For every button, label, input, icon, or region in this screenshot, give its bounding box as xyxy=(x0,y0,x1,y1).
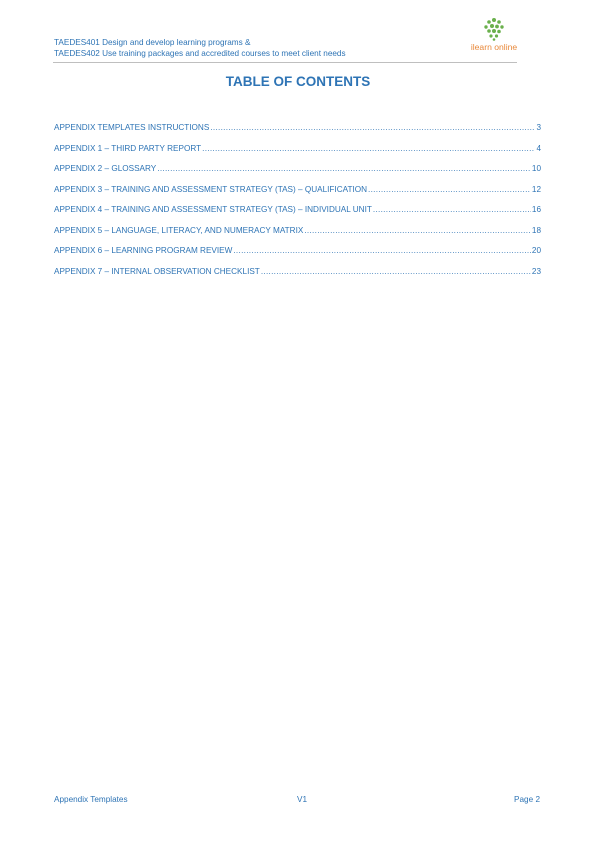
toc-entry-appendix-3[interactable] xyxy=(54,185,541,206)
toc-entry-appendix-7[interactable] xyxy=(54,267,541,288)
header-divider xyxy=(53,62,517,63)
toc-entry-label: APPENDIX 7 – INTERNAL OBSERVATION CHECKLIST xyxy=(54,266,260,276)
toc-dot-leader xyxy=(261,267,531,276)
toc-dot-leader xyxy=(202,144,535,153)
leaf-cluster-icon xyxy=(481,17,507,41)
toc-entry-page: 20 xyxy=(531,246,541,255)
toc-entry-page: 18 xyxy=(531,225,541,235)
ilearn-logo xyxy=(466,17,522,57)
toc-dot-leader xyxy=(373,205,531,214)
toc-entry-label: APPENDIX 4 – TRAINING AND ASSESSMENT STRATEGY (TAS) – INDIVIDUAL UNIT xyxy=(54,205,372,214)
toc-entry-appendix-1[interactable] xyxy=(54,144,541,165)
toc-entry-page: 10 xyxy=(531,164,541,173)
toc-entry-label: APPENDIX 1 – THIRD PARTY REPORT xyxy=(54,143,202,153)
toc-entry-appendix-4[interactable] xyxy=(54,205,541,226)
toc-dot-leader xyxy=(304,226,531,235)
toc-dot-leader xyxy=(368,185,531,194)
footer-page-number: Page 2 xyxy=(514,795,540,804)
toc-entry-label: APPENDIX 5 – LANGUAGE, LITERACY, AND NUMERACY MATRIX xyxy=(54,225,304,235)
toc-entry-appendix-6[interactable] xyxy=(54,246,541,267)
toc-dot-leader xyxy=(210,123,535,132)
header-course-line-2: TAEDES402 Use training packages and accredited courses to meet client needs xyxy=(54,49,346,58)
toc-dot-leader xyxy=(157,164,531,173)
footer-document-name: Appendix Templates xyxy=(54,795,128,804)
toc-entry-page: 4 xyxy=(536,143,541,153)
toc-entry-label: APPENDIX 3 – TRAINING AND ASSESSMENT STRATEGY (TAS) – QUALIFICATION xyxy=(54,184,368,194)
logo-wordmark: ilearn online xyxy=(470,42,518,52)
toc-entry-page: 12 xyxy=(531,184,541,194)
toc-entry-appendix-2[interactable] xyxy=(54,164,541,185)
toc-entry-appendix-5[interactable] xyxy=(54,226,541,247)
toc-entry-page: 16 xyxy=(531,205,541,214)
page-header xyxy=(54,37,518,63)
toc-entry-appendix-templates-instructions[interactable] xyxy=(54,123,541,144)
toc-entry-label: APPENDIX TEMPLATES INSTRUCTIONS xyxy=(54,123,210,132)
page-footer xyxy=(54,795,540,807)
table-of-contents xyxy=(54,123,541,287)
toc-title: TABLE OF CONTENTS xyxy=(225,74,371,89)
header-course-line-1: TAEDES401 Design and develop learning programs & xyxy=(54,38,251,47)
toc-entry-label: APPENDIX 6 – LEARNING PROGRAM REVIEW xyxy=(54,246,233,255)
toc-entry-label: APPENDIX 2 – GLOSSARY xyxy=(54,164,157,173)
toc-dot-leader xyxy=(233,246,531,255)
toc-entry-page: 23 xyxy=(531,266,541,276)
toc-entry-page: 3 xyxy=(536,123,541,132)
footer-version: V1 xyxy=(297,795,308,804)
